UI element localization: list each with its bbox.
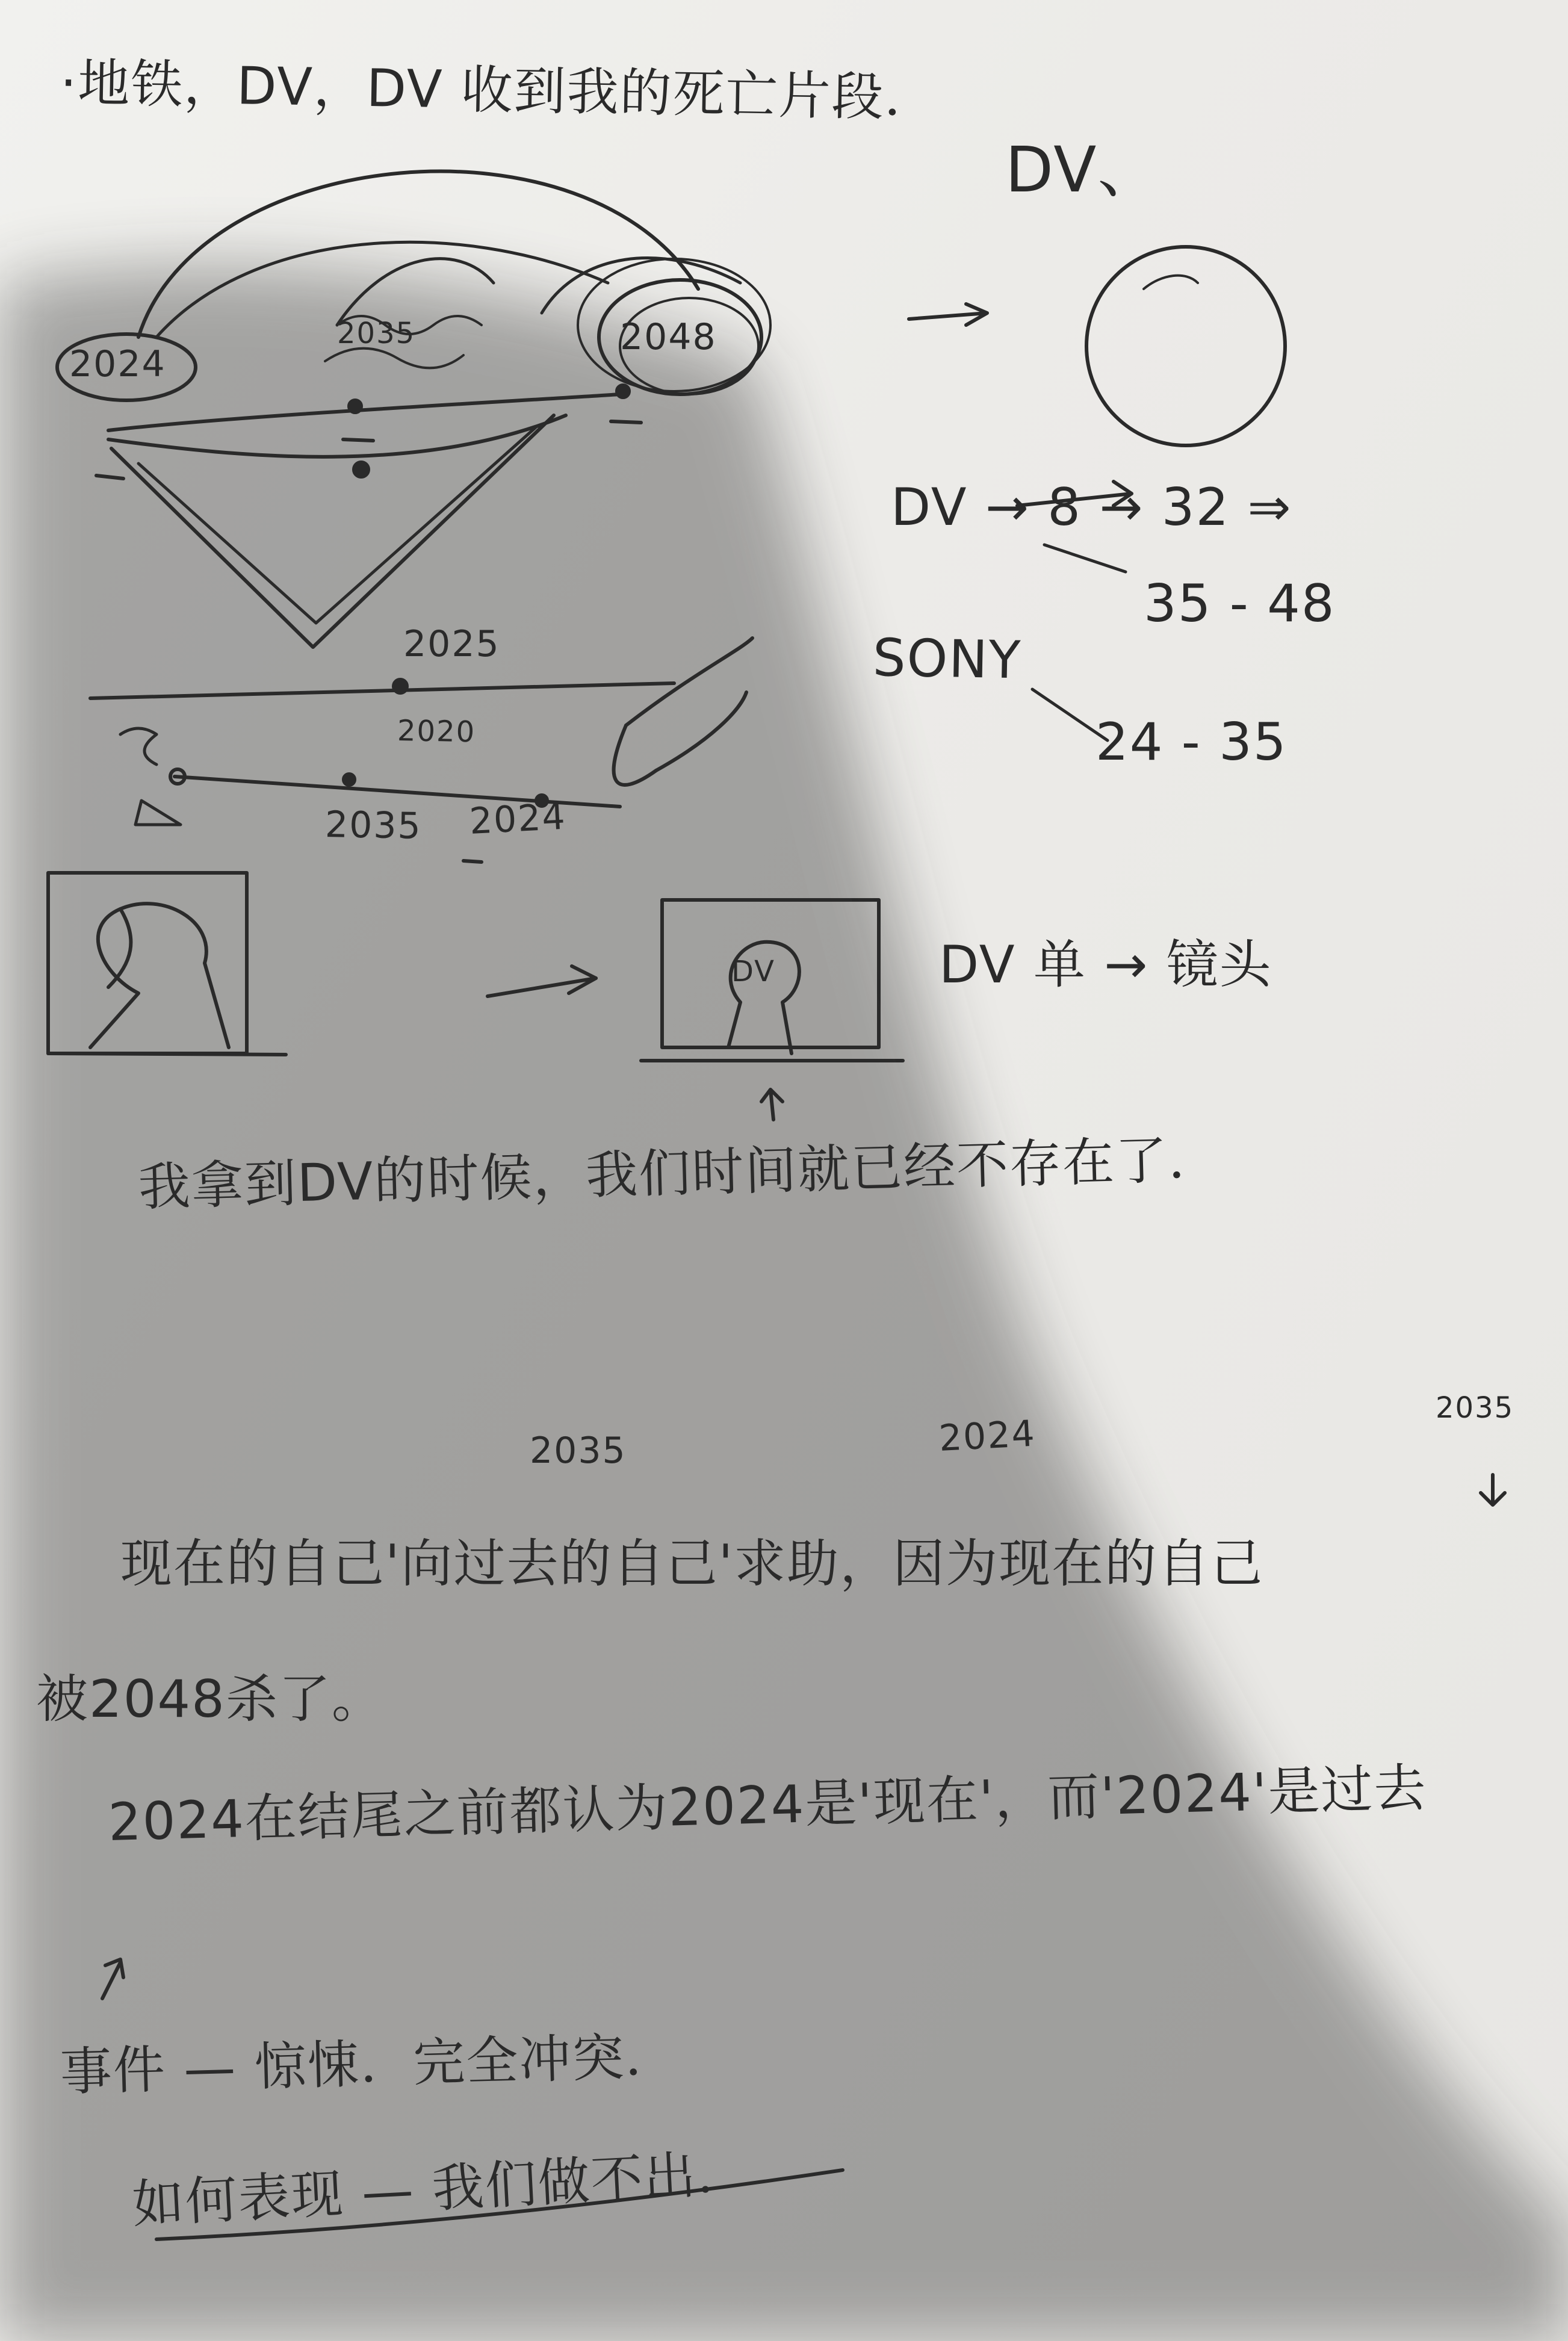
lower-label-a: 2035 — [324, 804, 423, 848]
note-now: 现在的自己'向过去的自己'求助，因为现在的自己 — [120, 1534, 1264, 1594]
anno-2035-a: 2035 — [530, 1430, 627, 1472]
anno-2035-b: 2035 — [1436, 1391, 1514, 1425]
line-mid — [108, 415, 566, 457]
arc-2024-2048 — [138, 172, 698, 337]
lower-label-top: 2025 — [403, 623, 500, 665]
curved-arrow — [614, 725, 656, 785]
note-sony: SONY — [872, 628, 1022, 691]
note-sony-range: 24 - 35 — [1095, 712, 1288, 772]
note-how: 如何表现 — 我们做不出． — [131, 2142, 751, 2235]
timeline-label-2024: 2024 — [69, 343, 166, 385]
lower-label-b: 2024 — [468, 795, 568, 843]
note-2048: 被2048杀了。 — [36, 1669, 385, 1729]
frame-left — [48, 873, 247, 1053]
timeline-label-2048: 2048 — [620, 316, 717, 358]
timeline-upper — [90, 683, 674, 698]
timeline-label-2035: 2035 — [337, 317, 416, 350]
v-triangle — [111, 415, 554, 647]
note-dv-range: 35 - 48 — [1144, 574, 1336, 634]
note-line-1: ·地铁，DV，DV 收到我的死亡片段． — [60, 53, 938, 129]
note-dv-chain: DV → 8 → 32 ⇒ — [891, 477, 1292, 538]
lower-label-mid: 2020 — [397, 714, 476, 749]
note-frame: DV 单 → 镜头 — [939, 935, 1272, 995]
note-dv-title: DV、 — [1005, 133, 1162, 206]
note-dv-time: 我拿到DV的时候，我们时间就已经不存在了． — [137, 1129, 1222, 1218]
anno-2024: 2024 — [938, 1412, 1037, 1460]
note-event: 事件 — 惊悚．完全冲突． — [59, 2026, 679, 2103]
note-ending: 2024在结尾之前都认为2024是'现在'，而'2024'是过去 — [107, 1758, 1428, 1853]
frame-dv-label: DV — [731, 955, 775, 988]
